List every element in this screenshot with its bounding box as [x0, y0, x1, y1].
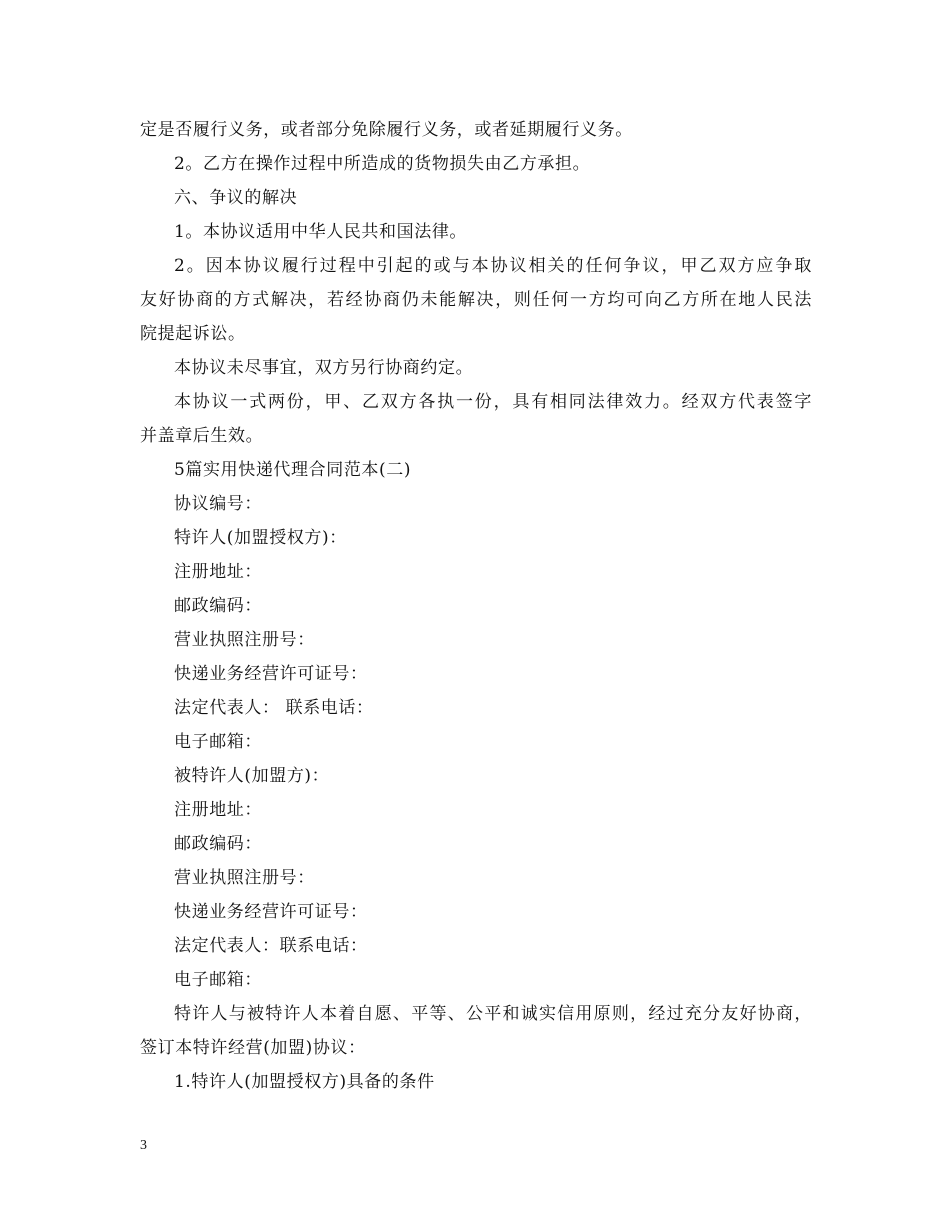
section-heading: 1.特许人(加盟授权方)具备的条件 [174, 1072, 435, 1092]
document-body [140, 113, 812, 1099]
form-field-label: 营业执照注册号： [174, 868, 315, 888]
form-field-label: 特许人(加盟授权方)： [174, 528, 347, 548]
form-field-label: 邮政编码： [174, 596, 262, 616]
form-field-label: 被特许人(加盟方)： [174, 766, 330, 786]
form-field-label: 电子邮箱： [174, 732, 262, 752]
form-field-label: 法定代表人： 联系电话： [174, 698, 374, 718]
paragraph-line: 2。乙方在操作过程中所造成的货物损失由乙方承担。 [174, 154, 591, 174]
paragraph-line: 签订本特许经营(加盟)协议： [140, 1038, 366, 1058]
paragraph-line: 特许人与被特许人本着自愿、平等、公平和诚实信用原则，经过充分友好协商， [174, 1004, 812, 1024]
form-field-label: 快递业务经营许可证号： [174, 664, 368, 684]
paragraph-line: 定是否履行义务，或者部分免除履行义务，或者延期履行义务。 [140, 120, 633, 140]
page-number: 3 [140, 1138, 147, 1153]
paragraph-line: 本协议未尽事宜，双方另行协商约定。 [174, 358, 474, 378]
paragraph-line: 院提起诉讼。 [140, 324, 246, 344]
document-subtitle: 5篇实用快递代理合同范本(二) [174, 460, 412, 480]
section-heading: 六、争议的解决 [174, 188, 298, 208]
paragraph-line: 友好协商的方式解决，若经协商仍未能解决，则任何一方均可向乙方所在地人民法 [140, 290, 812, 310]
form-field-label: 电子邮箱： [174, 970, 262, 990]
form-field-label: 邮政编码： [174, 834, 262, 854]
form-field-label: 快递业务经营许可证号： [174, 902, 368, 922]
form-field-label: 协议编号： [174, 494, 262, 514]
paragraph-line: 2。因本协议履行过程中引起的或与本协议相关的任何争议，甲乙双方应争取 [174, 256, 812, 276]
form-field-label: 注册地址： [174, 562, 262, 582]
form-field-label: 营业执照注册号： [174, 630, 315, 650]
paragraph-line: 1。本协议适用中华人民共和国法律。 [174, 222, 468, 242]
paragraph-line: 本协议一式两份，甲、乙双方各执一份，具有相同法律效力。经双方代表签字 [174, 392, 812, 412]
form-field-label: 法定代表人：联系电话： [174, 936, 368, 956]
form-field-label: 注册地址： [174, 800, 262, 820]
paragraph-line: 并盖章后生效。 [140, 426, 264, 446]
